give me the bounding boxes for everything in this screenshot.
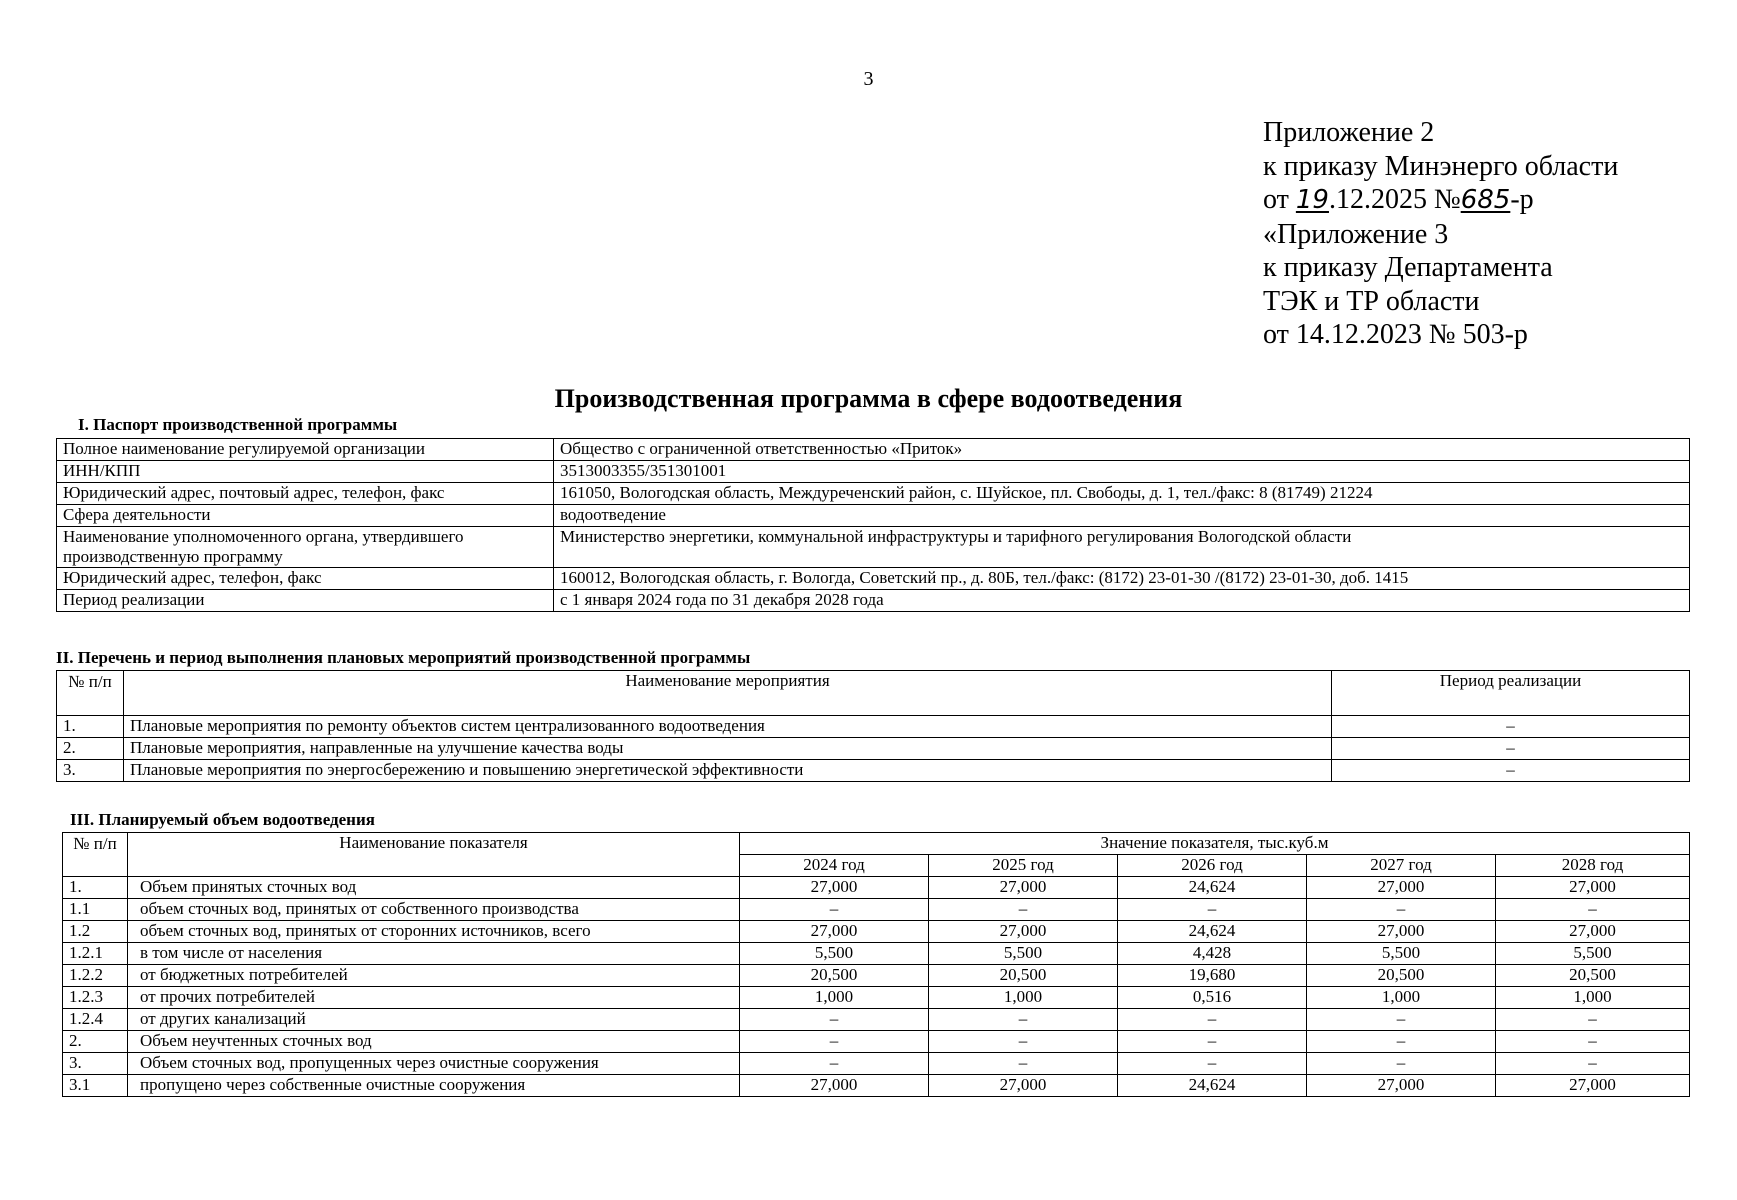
- volume-row-value: 1,000: [1307, 987, 1496, 1009]
- volume-row-name: от других канализаций: [128, 1009, 740, 1031]
- appendix-line-2: к приказу Минэнерго области: [1263, 150, 1619, 182]
- volume-row-num: 1.2.2: [63, 965, 128, 987]
- passport-label: Юридический адрес, телефон, факс: [57, 568, 554, 590]
- passport-row: [57, 527, 1690, 568]
- events-row-name: Плановые мероприятия по ремонту объектов систем централизованного водоотведения: [124, 716, 1332, 738]
- volume-row-num: 1.2.1: [63, 943, 128, 965]
- volume-header-value-group: Значение показателя, тыс.куб.м: [740, 833, 1690, 855]
- passport-row: [57, 505, 1690, 527]
- volume-row-value: –: [1118, 899, 1307, 921]
- events-row-num: 3.: [57, 760, 124, 782]
- volume-row: [63, 1075, 1690, 1097]
- passport-label: Полное наименование регулируемой организации: [57, 439, 554, 461]
- events-row-num: 1.: [57, 716, 124, 738]
- volume-row-value: –: [1496, 1053, 1690, 1075]
- volume-row-value: –: [740, 1009, 929, 1031]
- volume-row-name: от бюджетных потребителей: [128, 965, 740, 987]
- volume-row-num: 1.: [63, 877, 128, 899]
- events-row-period: –: [1332, 716, 1690, 738]
- volume-row-name: объем сточных вод, принятых от сторонних источников, всего: [128, 921, 740, 943]
- volume-row-num: 3.: [63, 1053, 128, 1075]
- volume-row-value: –: [1307, 1031, 1496, 1053]
- passport-row: [57, 590, 1690, 612]
- passport-value: 3513003355/351301001: [554, 461, 1690, 483]
- volume-row-value: 27,000: [1496, 877, 1690, 899]
- passport-value: водоотведение: [554, 505, 1690, 527]
- volume-row-value: 27,000: [1496, 1075, 1690, 1097]
- volume-row-num: 1.1: [63, 899, 128, 921]
- appendix-line-5: к приказу Департамента: [1263, 252, 1553, 283]
- volume-row-value: 4,428: [1118, 943, 1307, 965]
- volume-row-value: –: [740, 1053, 929, 1075]
- volume-row-value: –: [1118, 1053, 1307, 1075]
- volume-header-year: 2025 год: [929, 855, 1118, 877]
- events-row: [57, 716, 1690, 738]
- volume-row-value: 27,000: [1496, 921, 1690, 943]
- volume-row-value: –: [929, 899, 1118, 921]
- passport-label: Наименование уполномоченного органа, утвердившего производственную программу: [57, 527, 554, 568]
- volume-row-num: 1.2.3: [63, 987, 128, 1009]
- volume-row-value: 27,000: [929, 877, 1118, 899]
- events-row-num: 2.: [57, 738, 124, 760]
- volume-row-value: 27,000: [1307, 921, 1496, 943]
- volume-row: [63, 921, 1690, 943]
- volume-row-value: 27,000: [1307, 1075, 1496, 1097]
- volume-row-value: 24,624: [1118, 877, 1307, 899]
- volume-row-value: 20,500: [929, 965, 1118, 987]
- volume-row: [63, 899, 1690, 921]
- handwritten-day: 19: [1295, 185, 1329, 215]
- passport-row: [57, 568, 1690, 590]
- volume-row-value: 5,500: [740, 943, 929, 965]
- section-3-title: III. Планируемый объем водоотведения: [70, 810, 375, 829]
- appendix-date-suffix: -р: [1510, 184, 1534, 215]
- passport-value: 160012, Вологодская область, г. Вологда, Советский пр., д. 80Б, тел./факс: (8172) 23-01-30 /(8172) 23-01-30, доб. 1415: [554, 568, 1690, 590]
- volume-header-year: 2028 год: [1496, 855, 1690, 877]
- volume-row-name: пропущено через собственные очистные сооружения: [128, 1075, 740, 1097]
- volume-row-name: в том числе от населения: [128, 943, 740, 965]
- volume-row-value: –: [929, 1009, 1118, 1031]
- volume-table-body: [63, 833, 1690, 1097]
- volume-row-value: –: [1496, 899, 1690, 921]
- volume-row-value: 27,000: [740, 877, 929, 899]
- volume-row-name: объем сточных вод, принятых от собственного производства: [128, 899, 740, 921]
- passport-table: [56, 438, 1690, 612]
- passport-label: Юридический адрес, почтовый адрес, телефон, факс: [57, 483, 554, 505]
- events-row: [57, 760, 1690, 782]
- volume-row-value: –: [1307, 1009, 1496, 1031]
- passport-row: [57, 483, 1690, 505]
- events-header-name: Наименование мероприятия: [124, 671, 1332, 716]
- volume-row-value: –: [1307, 899, 1496, 921]
- document-title: Производственная программа в сфере водоотведения: [554, 384, 1183, 413]
- events-header-num: № п/п: [57, 671, 124, 716]
- volume-row-value: 1,000: [929, 987, 1118, 1009]
- volume-row: [63, 943, 1690, 965]
- section-2-title: II. Перечень и период выполнения плановых мероприятий производственной программы: [56, 648, 751, 667]
- volume-row-value: 24,624: [1118, 921, 1307, 943]
- volume-header-row-1: [63, 833, 1690, 855]
- passport-value: 161050, Вологодская область, Междуреченский район, с. Шуйское, пл. Свободы, д. 1, тел./факс: 8 (81749) 21224: [554, 483, 1690, 505]
- volume-row-num: 1.2.4: [63, 1009, 128, 1031]
- volume-row-value: 5,500: [929, 943, 1118, 965]
- volume-row: [63, 877, 1690, 899]
- volume-row-value: 5,500: [1307, 943, 1496, 965]
- volume-row-value: –: [929, 1031, 1118, 1053]
- volume-row-value: –: [740, 899, 929, 921]
- volume-row: [63, 1009, 1690, 1031]
- passport-value: Министерство энергетики, коммунальной инфраструктуры и тарифного регулирования Вологодской области: [554, 527, 1690, 568]
- passport-label: ИНН/КПП: [57, 461, 554, 483]
- events-row-name: Плановые мероприятия по энергосбережению и повышению энергетической эффективности: [124, 760, 1332, 782]
- passport-label: Период реализации: [57, 590, 554, 612]
- volume-row-name: Объем принятых сточных вод: [128, 877, 740, 899]
- volume-row-value: 27,000: [740, 1075, 929, 1097]
- volume-row: [63, 987, 1690, 1009]
- volume-row-value: –: [1118, 1009, 1307, 1031]
- volume-row-name: Объем сточных вод, пропущенных через очистные сооружения: [128, 1053, 740, 1075]
- volume-row-value: –: [1496, 1031, 1690, 1053]
- volume-row-value: 27,000: [740, 921, 929, 943]
- volume-row-value: 27,000: [929, 921, 1118, 943]
- volume-row-value: –: [1307, 1053, 1496, 1075]
- passport-row: [57, 439, 1690, 461]
- events-header-row: [57, 671, 1690, 716]
- volume-row-value: 1,000: [740, 987, 929, 1009]
- volume-row-num: 3.1: [63, 1075, 128, 1097]
- volume-row-num: 2.: [63, 1031, 128, 1053]
- page-number: 3: [863, 68, 874, 90]
- appendix-line-7: от 14.12.2023 № 503-р: [1263, 319, 1528, 350]
- events-row-period: –: [1332, 760, 1690, 782]
- section-1-title: I. Паспорт производственной программы: [78, 415, 398, 434]
- volume-row-name: от прочих потребителей: [128, 987, 740, 1009]
- volume-header-year: 2024 год: [740, 855, 929, 877]
- appendix-block: [1263, 116, 1618, 352]
- volume-row-value: 20,500: [1307, 965, 1496, 987]
- events-header-period: Период реализации: [1332, 671, 1690, 716]
- events-table: [56, 670, 1690, 782]
- appendix-line-3: [1263, 183, 1618, 218]
- appendix-line-1: Приложение 2: [1263, 117, 1435, 148]
- volume-header-year: 2027 год: [1307, 855, 1496, 877]
- appendix-date-prefix: от: [1263, 184, 1296, 215]
- events-row-period: –: [1332, 738, 1690, 760]
- volume-row-value: 20,500: [740, 965, 929, 987]
- events-table-body: [57, 671, 1690, 782]
- appendix-line-4: «Приложение 3: [1263, 218, 1449, 250]
- volume-row: [63, 1031, 1690, 1053]
- volume-row: [63, 1053, 1690, 1075]
- passport-row: [57, 461, 1690, 483]
- volume-row-value: 1,000: [1496, 987, 1690, 1009]
- volume-row-value: 24,624: [1118, 1075, 1307, 1097]
- appendix-date-middle: .12.2025 №: [1328, 184, 1461, 215]
- events-row-name: Плановые мероприятия, направленные на улучшение качества воды: [124, 738, 1332, 760]
- volume-header-year: 2026 год: [1118, 855, 1307, 877]
- passport-table-body: [57, 439, 1690, 612]
- volume-header-name: Наименование показателя: [128, 833, 740, 877]
- volume-row-value: 27,000: [1307, 877, 1496, 899]
- volume-row-value: 27,000: [929, 1075, 1118, 1097]
- volume-row-value: –: [740, 1031, 929, 1053]
- volume-row-name: Объем неучтенных сточных вод: [128, 1031, 740, 1053]
- volume-row: [63, 965, 1690, 987]
- volume-row-value: 0,516: [1118, 987, 1307, 1009]
- volume-row-value: 5,500: [1496, 943, 1690, 965]
- passport-value: Общество с ограниченной ответственностью «Приток»: [554, 439, 1690, 461]
- passport-value: с 1 января 2024 года по 31 декабря 2028 года: [554, 590, 1690, 612]
- volume-row-value: 19,680: [1118, 965, 1307, 987]
- handwritten-order-number: 685: [1460, 185, 1511, 215]
- volume-header-num: № п/п: [63, 833, 128, 877]
- appendix-line-6: ТЭК и ТР области: [1263, 285, 1480, 317]
- volume-row-value: –: [1496, 1009, 1690, 1031]
- volume-row-value: 20,500: [1496, 965, 1690, 987]
- passport-label: Сфера деятельности: [57, 505, 554, 527]
- volume-table: [62, 832, 1690, 1097]
- volume-row-value: –: [929, 1053, 1118, 1075]
- events-row: [57, 738, 1690, 760]
- volume-row-value: –: [1118, 1031, 1307, 1053]
- volume-row-num: 1.2: [63, 921, 128, 943]
